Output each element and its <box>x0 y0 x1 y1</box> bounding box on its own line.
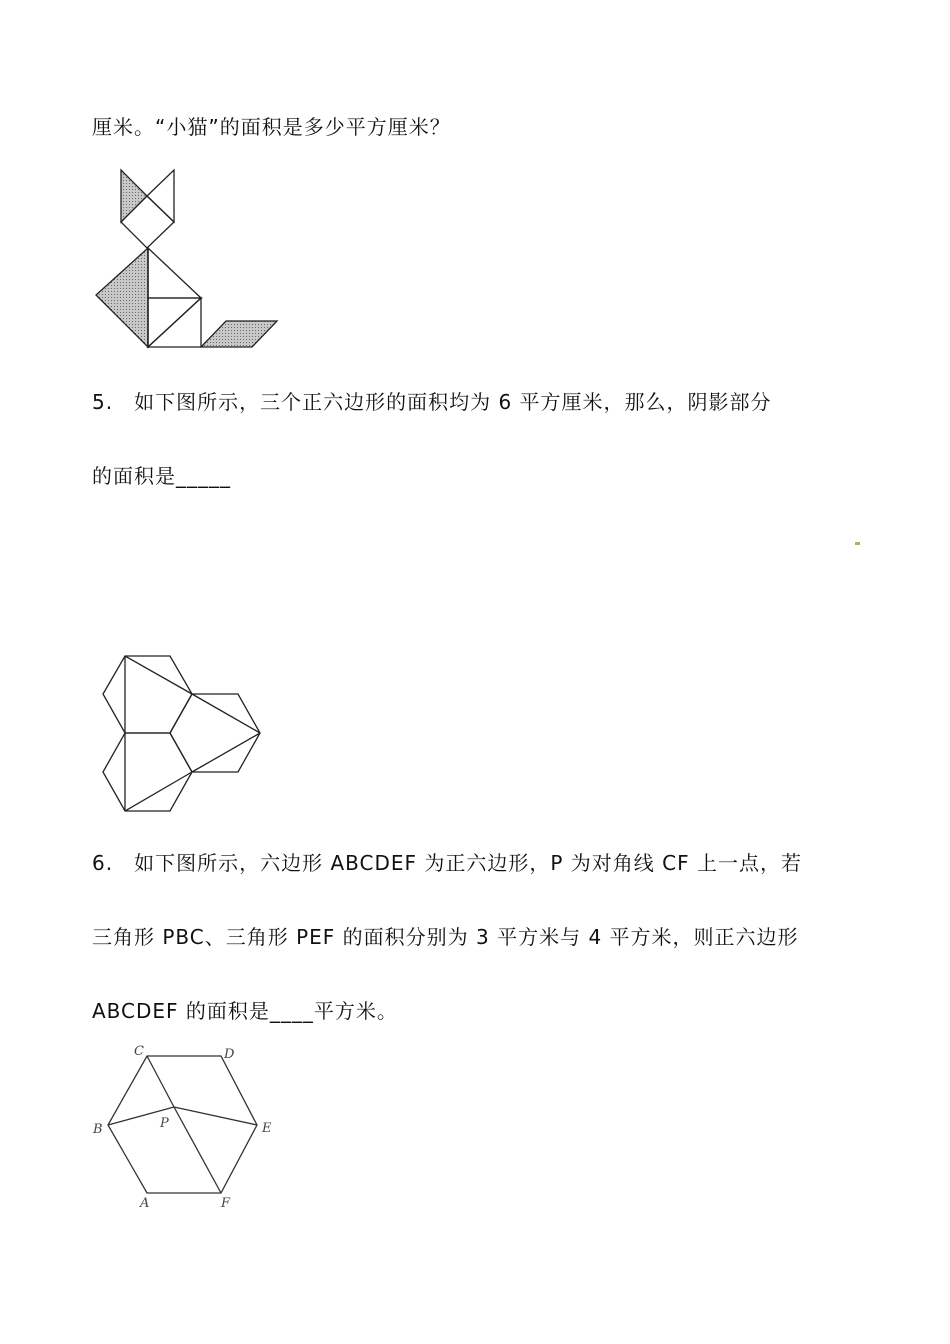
hexagon-abcdef-figure <box>90 1042 280 1212</box>
segment-cp <box>147 1056 174 1107</box>
hexagon-right <box>170 694 260 772</box>
label-p: P <box>160 1116 169 1131</box>
text-line-q5-b: 的面积是_____ <box>92 464 231 488</box>
segment-pf <box>174 1107 221 1193</box>
label-b: B <box>93 1122 103 1137</box>
text-line-q6-b: 三角形 PBC、三角形 PEF 的面积分别为 3 平方米与 4 平方米，则正六边形 <box>92 925 799 949</box>
left-ear-shaded <box>121 170 147 222</box>
body-right <box>148 248 201 298</box>
body-lower-right <box>148 298 201 347</box>
segment-pe <box>174 1107 257 1125</box>
text-line-q5-a: 5. 如下图所示，三个正六边形的面积均为 6 平方厘米，那么，阴影部分 <box>92 390 772 414</box>
hexagon-top <box>103 656 192 733</box>
label-f: F <box>221 1196 231 1211</box>
cat-tangram-figure <box>90 165 280 353</box>
three-hexagons-figure <box>95 650 265 818</box>
label-e: E <box>262 1121 272 1136</box>
label-c: C <box>134 1044 144 1059</box>
hexagon-bottom <box>103 733 192 811</box>
text-line-q6-c: ABCDEF 的面积是____平方米。 <box>92 999 398 1023</box>
text-line-cat-question: 厘米。“小猫”的面积是多少平方厘米？ <box>92 115 451 139</box>
tail-parallelogram <box>201 321 277 347</box>
stray-mark <box>855 542 860 545</box>
label-d: D <box>224 1047 235 1062</box>
body-left-shaded <box>96 248 148 347</box>
right-ear <box>147 170 174 222</box>
text-line-q6-a: 6. 如下图所示，六边形 ABCDEF 为正六边形，P 为对角线 CF 上一点，若 <box>92 851 802 875</box>
label-a: A <box>140 1196 150 1211</box>
hexagon-outline <box>108 1056 257 1193</box>
